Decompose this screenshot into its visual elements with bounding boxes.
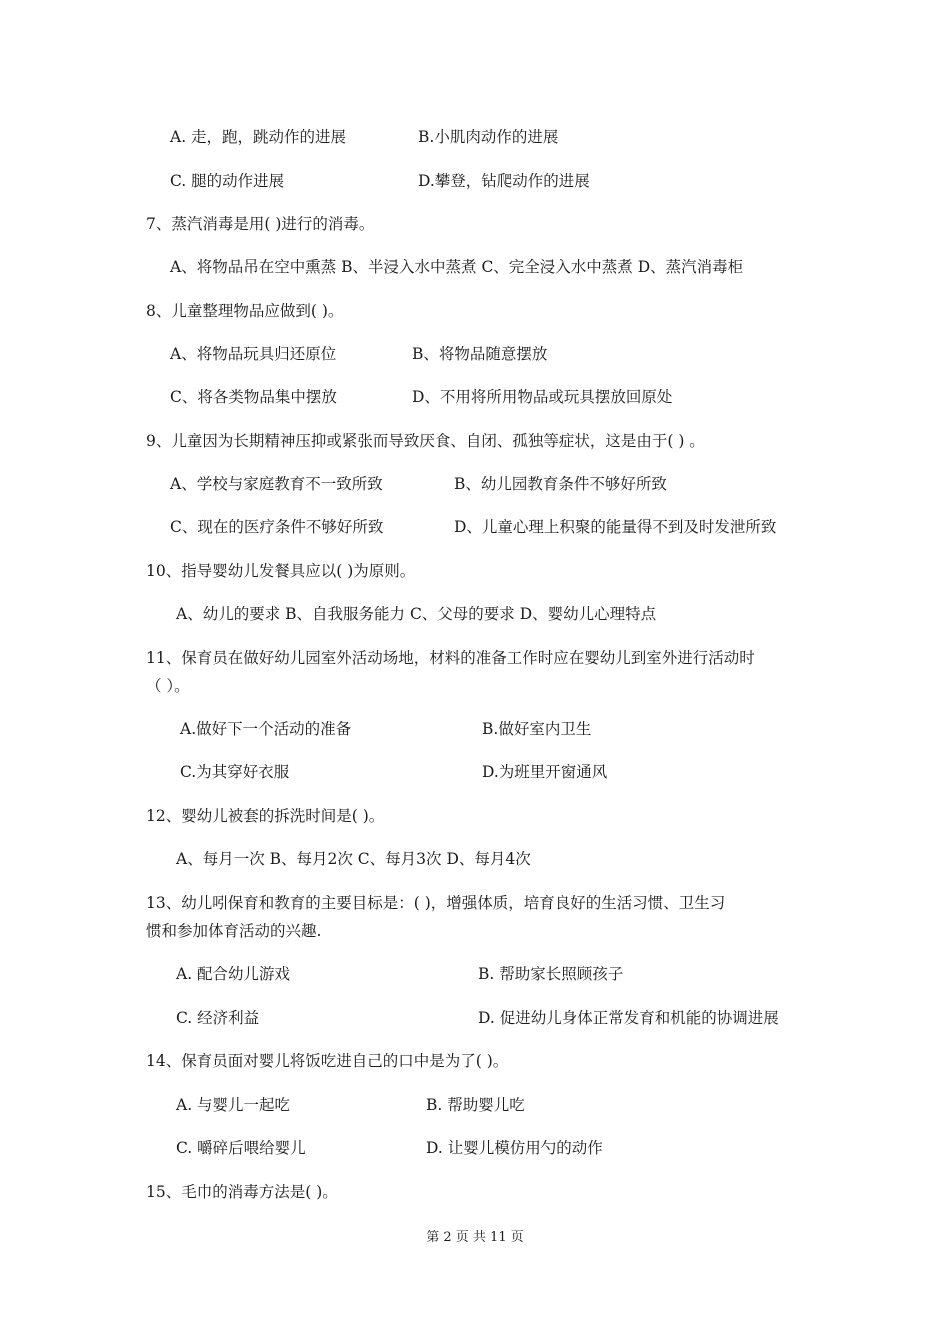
q13-option-b: B. 帮助家长照顾孩子 (478, 965, 624, 983)
question-12: 12、婴幼儿被套的拆洗时间是( )。 (146, 807, 385, 825)
question-13: 13、幼儿吲保育和教育的主要目标是：( )，增强体质，培育良好的生活习惯、卫生习 (146, 894, 726, 912)
q13-option-c: C. 经济利益 (176, 1009, 260, 1027)
q6-option-d: D.攀登，钻爬动作的进展 (418, 172, 590, 190)
question-11-blank: （ ）。 (146, 677, 190, 695)
q11-option-c: C.为其穿好衣服 (180, 763, 290, 781)
q14-option-b: B. 帮助婴儿吃 (426, 1096, 525, 1114)
question-14: 14、保育员面对婴儿将饭吃进自己的口中是为了( )。 (146, 1052, 509, 1070)
q13-option-d: D. 促进幼儿身体正常发育和机能的协调进展 (478, 1009, 779, 1027)
q12-options: A、每月一次 B、每月2次 C、每月3次 D、每月4次 (176, 850, 531, 868)
q14-option-c: C. 嚼碎后喂给婴儿 (176, 1139, 306, 1157)
q11-option-d: D.为班里开窗通风 (482, 763, 608, 781)
q7-options: A、将物品吊在空中熏蒸 B、半浸入水中蒸煮 C、完全浸入水中蒸煮 D、蒸汽消毒柜 (170, 258, 744, 276)
q8-option-b: B、将物品随意摆放 (412, 345, 548, 363)
q8-option-c: C、将各类物品集中摆放 (170, 388, 337, 406)
question-13-cont: 惯和参加体育活动的兴趣. (146, 922, 322, 940)
page-footer: 第 2 页 共 11 页 (426, 1230, 524, 1245)
q9-option-a: A、学校与家庭教育不一致所致 (170, 475, 383, 493)
question-15: 15、毛巾的消毒方法是( )。 (146, 1183, 338, 1201)
question-8: 8、儿童整理物品应做到( )。 (146, 302, 344, 320)
q14-option-a: A. 与婴儿一起吃 (176, 1096, 291, 1114)
q9-option-d: D、儿童心理上积聚的能量得不到及时发泄所致 (454, 518, 777, 536)
question-11: 11、保育员在做好幼儿园室外活动场地，材料的准备工作时应在婴幼儿到室外进行活动时 (146, 649, 755, 667)
q6-option-c: C. 腿的动作进展 (170, 172, 285, 190)
question-10: 10、指导婴幼儿发餐具应以( )为原则。 (146, 562, 416, 580)
q10-options: A、幼儿的要求 B、自我服务能力 C、父母的要求 D、婴幼儿心理特点 (176, 605, 657, 623)
q8-option-d: D、不用将所用物品或玩具摆放回原处 (412, 388, 673, 406)
question-7: 7、蒸汽消毒是用( )进行的消毒。 (146, 215, 375, 233)
q13-option-a: A. 配合幼儿游戏 (176, 965, 291, 983)
q6-option-a: A. 走，跑，跳动作的进展 (170, 128, 347, 146)
question-9: 9、儿童因为长期精神压抑或紧张而导致厌食、自闭、孤独等症状，这是由于( ) 。 (146, 432, 705, 450)
q9-option-b: B、幼儿园教育条件不够好所致 (454, 475, 667, 493)
q11-option-a: A.做好下一个活动的准备 (180, 720, 352, 738)
q14-option-d: D. 让婴儿模仿用勺的动作 (426, 1139, 603, 1157)
q6-option-b: B.小肌肉动作的进展 (418, 128, 559, 146)
q9-option-c: C、现在的医疗条件不够好所致 (170, 518, 384, 536)
q8-option-a: A、将物品玩具归还原位 (170, 345, 337, 363)
q11-option-b: B.做好室内卫生 (482, 720, 592, 738)
